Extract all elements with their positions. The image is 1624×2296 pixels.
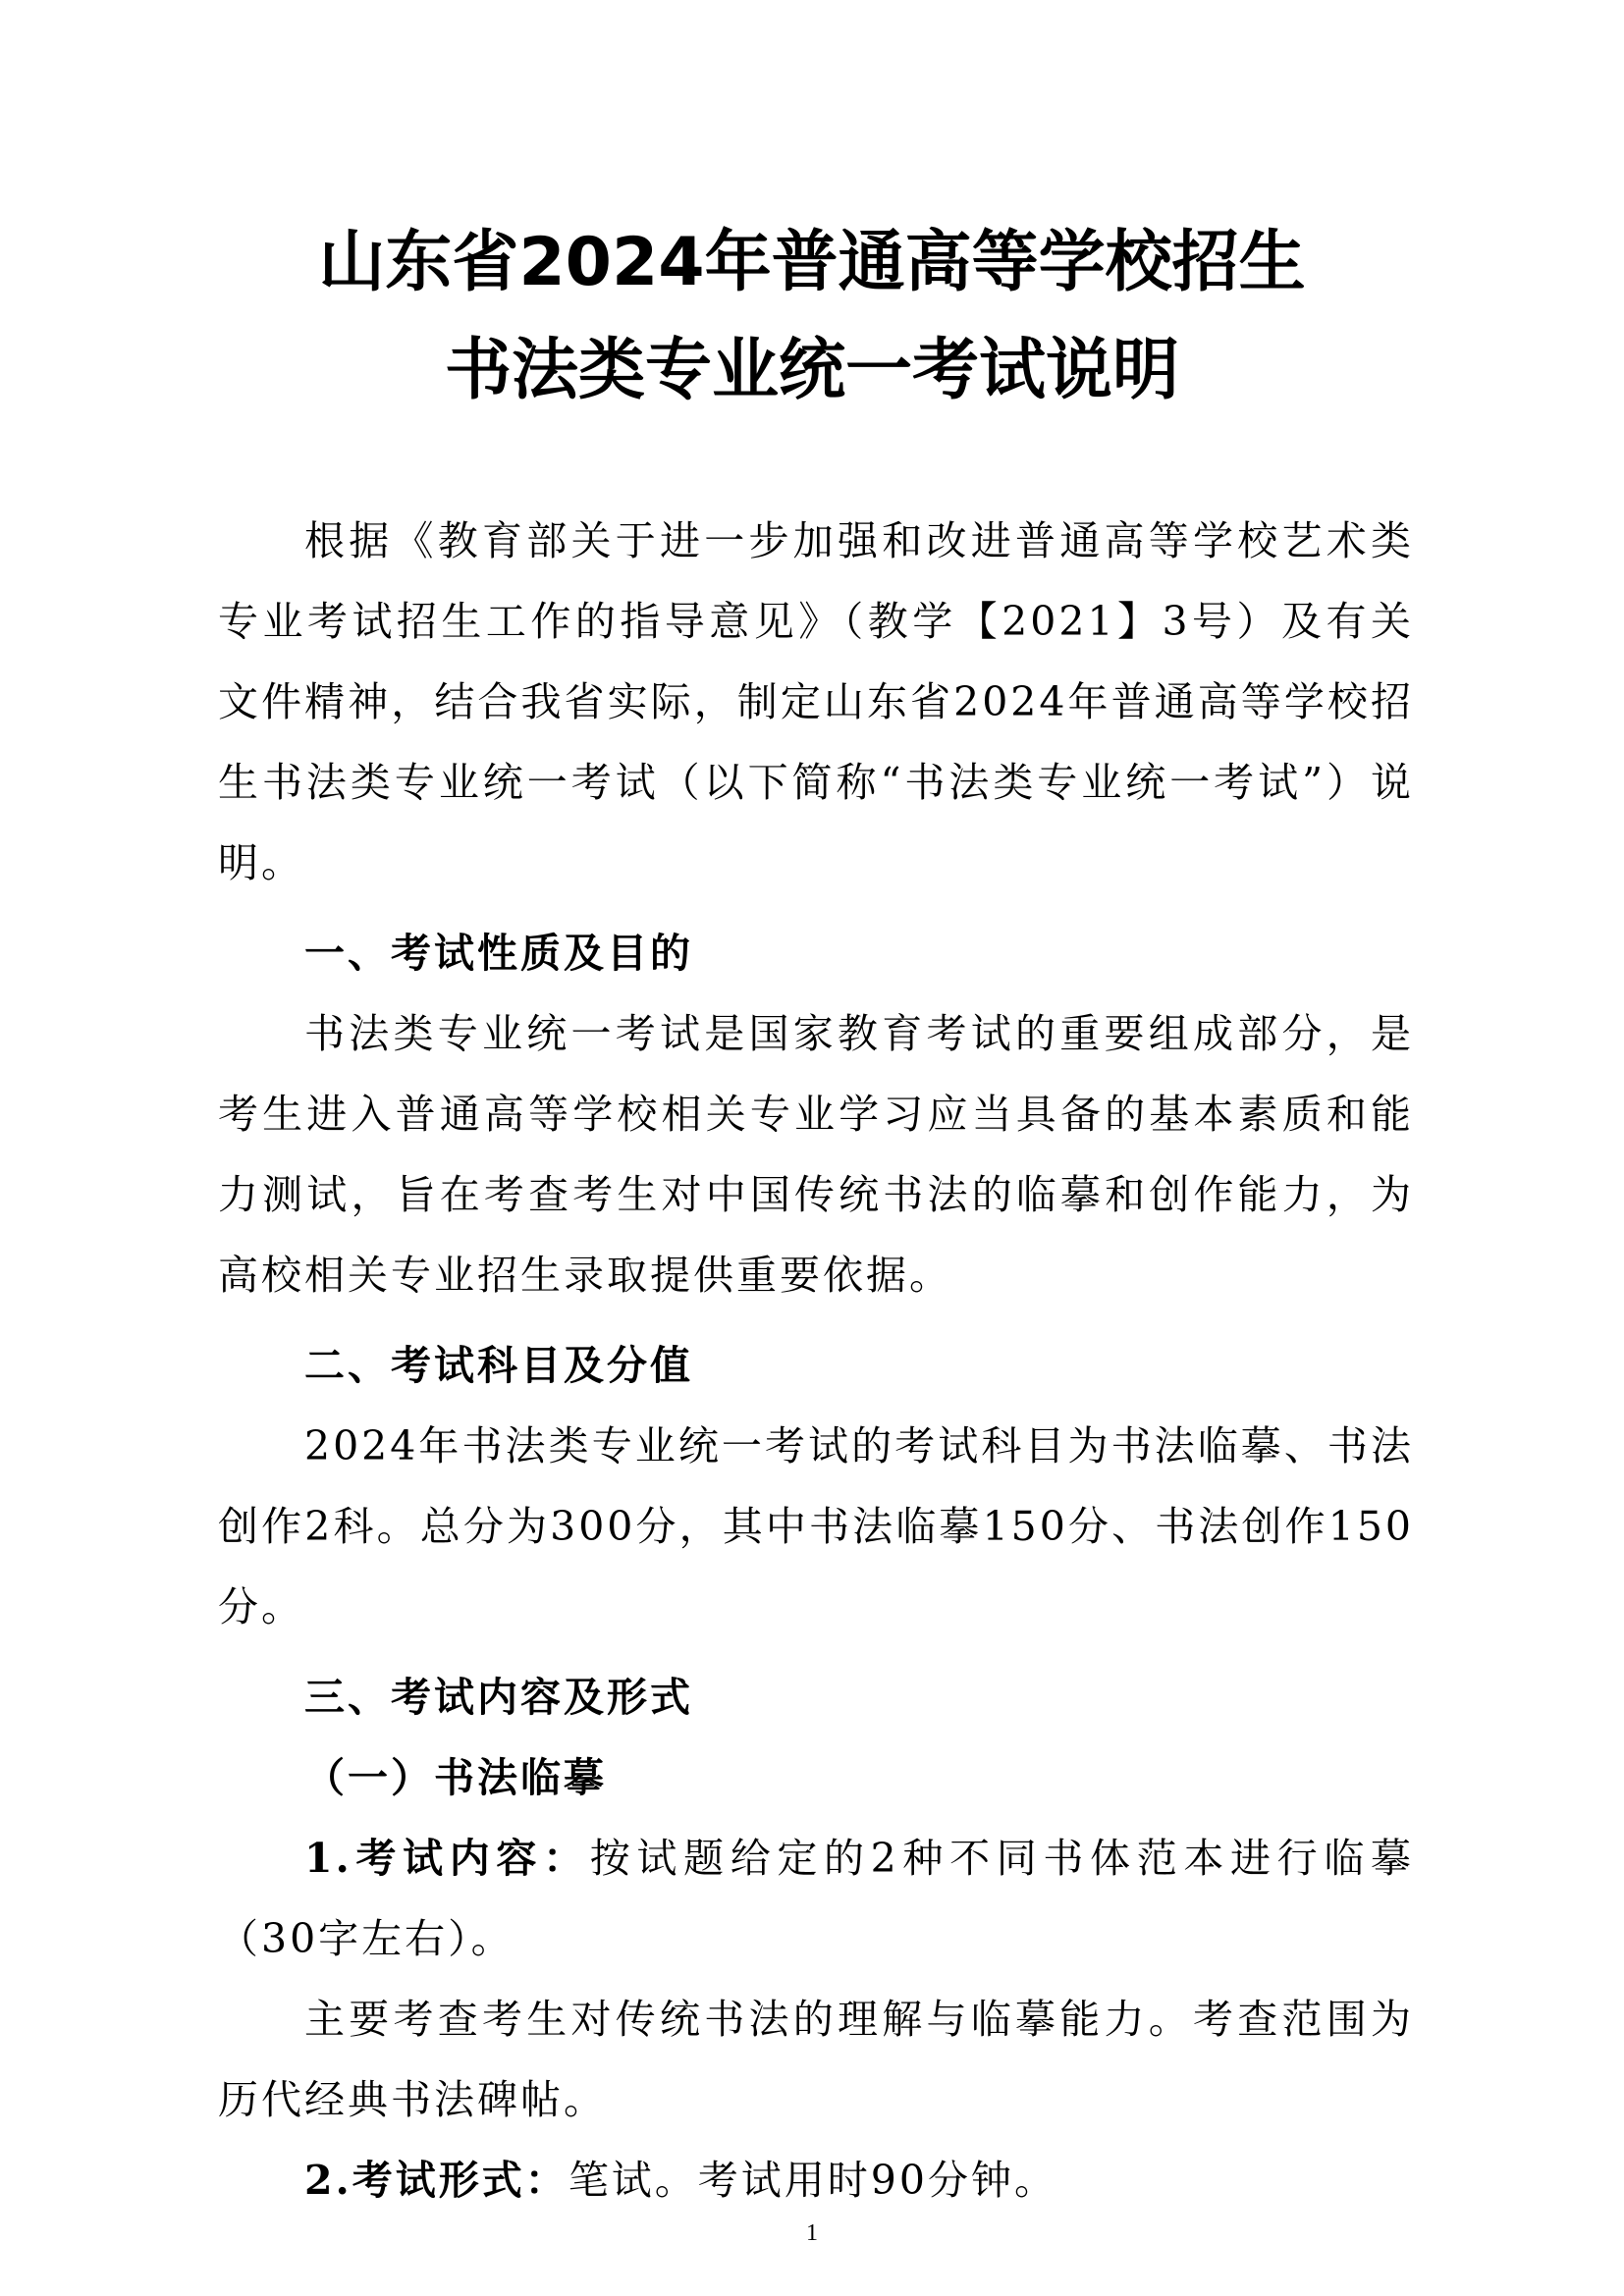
section-2-heading: 二、考试科目及分值 xyxy=(304,1342,693,1389)
section-2-text: 2024年书法类专业统一考试的考试科目为书法临摹、书法创作2科。总分为300分，其中书法临摹150分、书法创作150分。 xyxy=(218,1422,1414,1630)
section-1-heading: 一、考试性质及目的 xyxy=(304,930,693,977)
document-body xyxy=(218,501,1414,2220)
item-2-label: 2.考试形式： xyxy=(304,2157,568,2204)
item-1-label: 1.考试内容： xyxy=(304,1835,590,1882)
page-number: 1 xyxy=(806,2220,818,2246)
item-2-text: 笔试。考试用时90分钟。 xyxy=(568,2157,1057,2204)
section-1-text: 书法类专业统一考试是国家教育考试的重要组成部分，是考生进入普通高等学校相关专业学习应当具备的基本素质和能力测试，旨在考查考生对中国传统书法的临摹和创作能力，为高校相关专业招生录取提供重要依据。 xyxy=(218,1010,1414,1299)
title-line-2: 书法类专业统一考试说明 xyxy=(444,332,1179,409)
item-1-extra: 主要考查考生对传统书法的理解与临摹能力。考查范围为历代经典书法碑帖。 xyxy=(218,1996,1414,2123)
item-1 xyxy=(218,1818,1414,1979)
item-2 xyxy=(218,2140,1414,2220)
item-1-text: 按试题给定的2种不同书体范本进行临摹（30字左右）。 xyxy=(218,1835,1414,1962)
section-3-heading: 三、考试内容及形式 xyxy=(304,1674,693,1721)
title-line-1: 山东省2024年普通高等学校招生 xyxy=(318,224,1306,301)
intro-paragraph: 根据《教育部关于进一步加强和改进普通高等学校艺术类专业考试招生工作的指导意见》（教学【2021】3号）及有关文件精神，结合我省实际，制定山东省2024年普通高等学校招生书法类专业统一考试（以下简称“书法类专业统一考试”）说明。 xyxy=(218,517,1414,886)
section-3-subheading: （一）书法临摹 xyxy=(304,1754,607,1801)
